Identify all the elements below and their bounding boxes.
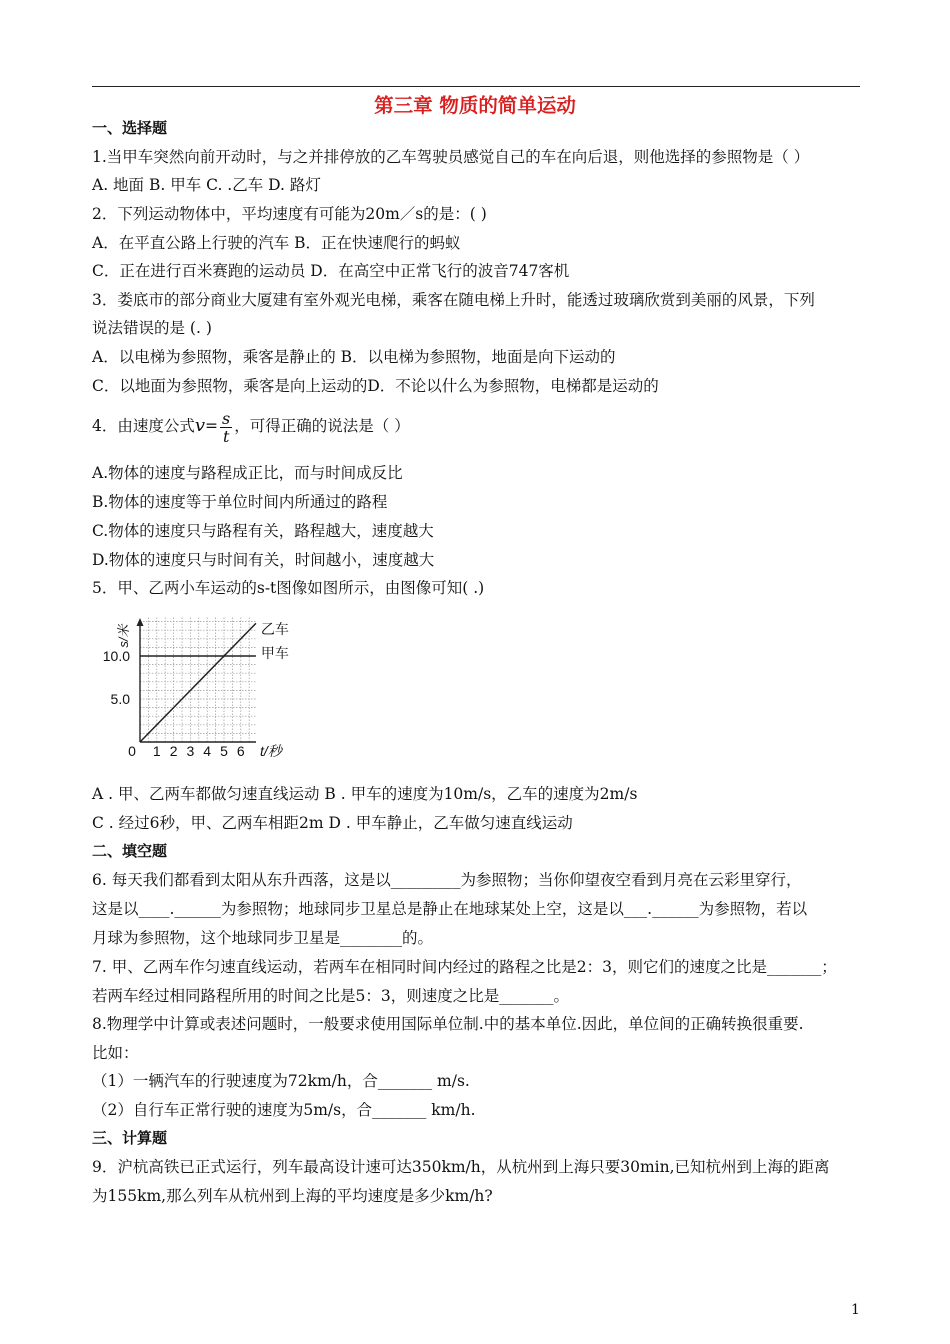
q4-option-c: C.物体的速度只与路程有关，路程越大，速度越大 <box>92 522 434 540</box>
q6-line3: 月球为参照物，这个地球同步卫星是________的。 <box>92 929 434 947</box>
q2-options-cd: C．正在进行百米赛跑的运动员 D．在高空中正常飞行的波音747客机 <box>92 262 570 280</box>
q3-options-cd: C．以地面为参照物，乘客是向上运动的D．不论以什么为参照物，电梯都是运动的 <box>92 377 659 395</box>
q4-option-d: D.物体的速度只与时间有关，时间越小，速度越大 <box>92 551 435 569</box>
series-label-1: 乙车 <box>260 621 289 637</box>
formula-denominator: t <box>222 426 230 446</box>
y-tick-label: 5.0 <box>110 691 130 707</box>
formula-equals: = <box>205 417 219 435</box>
x-tick-label: 4 <box>203 743 212 759</box>
page-number: 1 <box>851 1302 860 1318</box>
q4-option-a: A.物体的速度与路程成正比，而与时间成反比 <box>92 464 403 482</box>
q6-line2: 这是以____.______为参照物；地球同步卫星总是静止在地球某处上空，这是以___.______为参照物，若以 <box>92 900 808 918</box>
q5-options-cd: C . 经过6秒，甲、乙两车相距2m D . 甲车静止，乙车做匀速直线运动 <box>92 814 573 832</box>
st-graph-chart <box>100 606 300 766</box>
q4-stem <box>92 408 410 445</box>
header-rule <box>92 86 860 87</box>
q2-options-ab: A．在平直公路上行驶的汽车 B．正在快速爬行的蚂蚁 <box>92 234 461 252</box>
q3-options-ab: A．以电梯为参照物，乘客是静止的 B．以电梯为参照物，地面是向下运动的 <box>92 348 616 366</box>
x-axis-label: t/秒 <box>260 743 282 759</box>
origin-label: 0 <box>128 743 136 759</box>
section-choice-heading: 一、选择题 <box>92 119 168 137</box>
q6-line1: 6. 每天我们都看到太阳从东升西落，这是以_________为参照物；当你仰望夜空看到月亮在云彩里穿行， <box>92 871 802 889</box>
q5-options-ab: A . 甲、乙两车都做匀速直线运动 B . 甲车的速度为10m/s，乙车的速度为2m/s <box>92 785 638 803</box>
y-axis-arrow <box>137 618 144 626</box>
y-tick-label: 10.0 <box>102 648 130 664</box>
series-line-1 <box>140 623 256 742</box>
section-fill-heading: 二、填空题 <box>92 842 168 860</box>
q9-line1: 9．沪杭高铁已正式运行，列车最高设计速可达350km/h，从杭州到上海只要30min,已知杭州到上海的距离 <box>92 1158 830 1176</box>
q8-line3: （1）一辆汽车的行驶速度为72km/h，合_______ m/s. <box>92 1072 470 1090</box>
q8-line2: 比如： <box>92 1044 139 1062</box>
q2-stem: 2．下列运动物体中，平均速度有可能为20m／s的是：( ) <box>92 205 487 223</box>
q4-stem-pre: 4．由速度公式 <box>92 417 195 435</box>
q1-stem: 1.当甲车突然向前开动时，与之并排停放的乙车驾驶员感觉自己的车在向后退，则他选择的参照物是（ ） <box>92 148 810 166</box>
x-tick-label: 2 <box>169 743 178 759</box>
q4-option-b: B.物体的速度等于单位时间内所通过的路程 <box>92 493 388 511</box>
section-calc-heading: 三、计算题 <box>92 1129 168 1147</box>
series-label-2: 甲车 <box>260 645 289 661</box>
formula-numerator: s <box>222 408 231 428</box>
y-axis-label: s/米 <box>116 624 131 648</box>
q4-stem-post: ，可得正确的说法是（ ） <box>234 417 410 435</box>
q9-line2: 为155km,那么列车从杭州到上海的平均速度是多少km/h? <box>92 1187 493 1205</box>
q8-line4: （2）自行车正常行驶的速度为5m/s，合_______ km/h. <box>92 1101 476 1119</box>
q1-options: A. 地面 B. 甲车 C. .乙车 D. 路灯 <box>92 176 321 194</box>
x-tick-label: 5 <box>220 743 228 759</box>
q3-stem-line1: 3．娄底市的部分商业大厦建有室外观光电梯，乘客在随电梯上升时，能透过玻璃欣赏到美丽的风景，下列 <box>92 291 815 309</box>
q3-stem-line2: 说法错误的是 (. ) <box>92 319 212 337</box>
q7-line2: 若两车经过相同路程所用的时间之比是5：3，则速度之比是_______。 <box>92 987 569 1005</box>
q5-stem: 5．甲、乙两小车运动的s-t图像如图所示，由图像可知( .) <box>92 579 485 597</box>
x-tick-label: 3 <box>186 743 195 759</box>
q7-line1: 7. 甲、乙两车作匀速直线运动，若两车在相同时间内经过的路程之比是2：3，则它们的速度之比是_______； <box>92 958 837 976</box>
page-title: 第三章 物质的简单运动 <box>374 94 576 117</box>
formula-fraction <box>220 410 232 445</box>
x-tick-label: 1 <box>152 743 161 759</box>
formula-v: v <box>194 415 206 436</box>
x-tick-label: 6 <box>236 743 245 759</box>
q8-line1: 8.物理学中计算或表述问题时，一般要求使用国际单位制.中的基本单位.因此，单位间的正确转换很重要. <box>92 1015 804 1033</box>
